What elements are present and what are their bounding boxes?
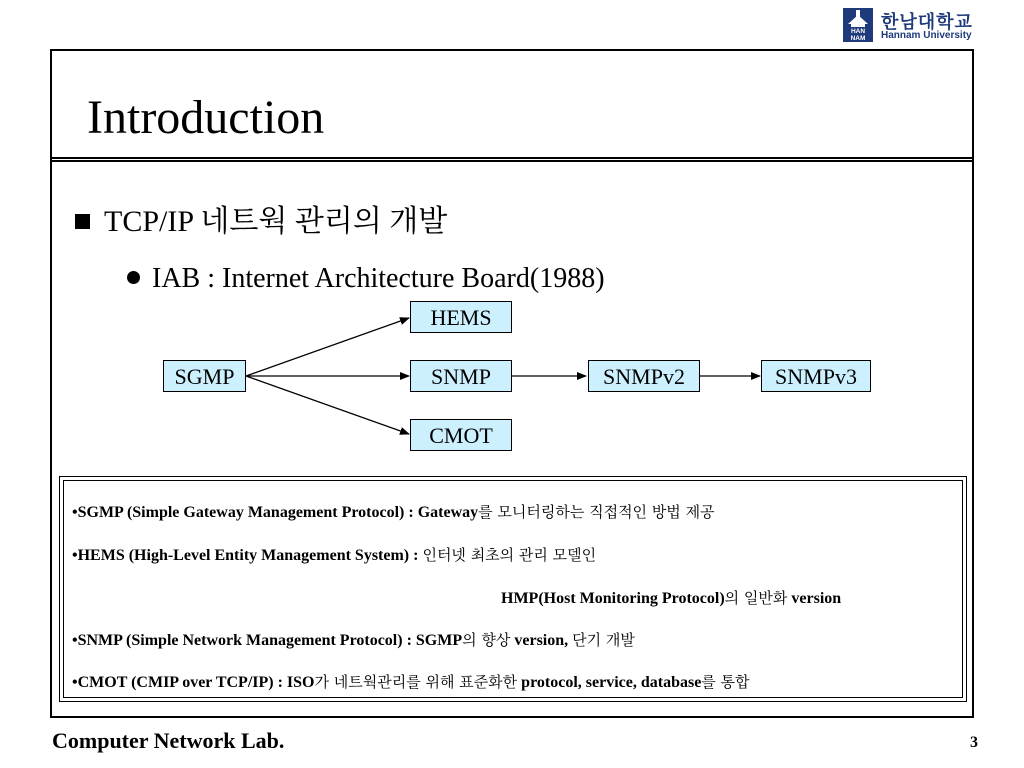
note-hems-korean: 인터넷 최초의 관리 모델인: [422, 546, 597, 564]
node-cmot: CMOT: [410, 419, 512, 451]
bullet-level1-text: TCP/IP 네트웍 관리의 개발: [104, 205, 448, 238]
note-hems: [72, 544, 596, 567]
note-snmp-mid: version,: [510, 632, 573, 649]
node-hems: HEMS: [410, 301, 512, 333]
bullet-level2-text: IAB : Internet Architecture Board(1988): [152, 263, 605, 294]
note-sgmp-korean: 를 모니터링하는 직접적인 방법 제공: [478, 503, 715, 521]
node-sgmp: SGMP: [163, 360, 246, 392]
node-snmpv3: SNMPv3: [761, 360, 871, 392]
note-cmot-text: •CMOT (CMIP over TCP/IP) : ISO: [72, 674, 315, 691]
note-sgmp: [72, 501, 715, 524]
note-hems2-tail: version: [787, 590, 842, 607]
notes-box: [59, 476, 967, 702]
footer-lab-name: Computer Network Lab.: [52, 728, 285, 753]
note-cmot-mid: protocol, service, database: [517, 674, 702, 691]
arrow-sgmp-cmot: [246, 376, 409, 434]
note-hems-continuation: [501, 587, 841, 610]
svg-text:NAM: NAM: [850, 35, 866, 42]
note-hems2-korean: 의 일반화: [724, 589, 788, 607]
logo-korean-name: 한남대학교: [881, 12, 973, 33]
note-snmp: [72, 629, 635, 652]
note-hems-text: •HEMS (High-Level Entity Management System) :: [72, 547, 423, 564]
note-cmot: [72, 671, 750, 694]
arrow-sgmp-hems: [246, 318, 409, 376]
note-snmp-text: •SNMP (Simple Network Management Protocol) : SGMP: [72, 632, 463, 649]
svg-text:HAN: HAN: [850, 28, 866, 35]
node-snmp: SNMP: [410, 360, 512, 392]
notes-box-inner: [63, 480, 963, 698]
slide-title: Introduction: [87, 91, 325, 144]
logo-english-name: Hannam University: [881, 30, 972, 41]
node-snmpv2: SNMPv2: [588, 360, 700, 392]
note-hems2-text: HMP(Host Monitoring Protocol): [501, 590, 725, 607]
page-number: 3: [970, 734, 978, 751]
note-snmp-korean2: 단기 개발: [572, 631, 635, 649]
note-sgmp-text: •SGMP (Simple Gateway Management Protocol) : Gateway: [72, 504, 479, 521]
note-snmp-korean: 의 향상: [462, 631, 511, 649]
note-cmot-korean: 가 네트웍관리를 위해 표준화한: [314, 673, 518, 691]
note-cmot-korean2: 를 통합: [701, 673, 750, 691]
